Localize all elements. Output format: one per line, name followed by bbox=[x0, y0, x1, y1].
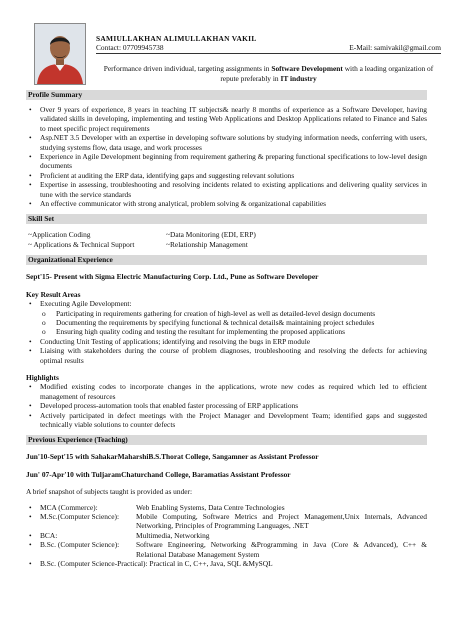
list-item: • Liaising with stakeholders during the course of problem diagnoses, troubleshooting and resolving the defects for achieving optimal results bbox=[26, 346, 427, 365]
candidate-name: SAMIULLAKHAN ALIMULLAKHAN VAKIL bbox=[96, 34, 257, 43]
skill-item: ~ Applications & Technical Support bbox=[28, 239, 135, 249]
list-item: • An effective communicator with strong analytical, problem solving & organizational capabilities bbox=[26, 199, 427, 208]
key-result-areas-list bbox=[26, 299, 427, 308]
key-result-areas-list-rest bbox=[26, 337, 427, 365]
skill-grid bbox=[28, 230, 427, 249]
profile-photo bbox=[34, 23, 86, 85]
subject-program: • BCA: bbox=[40, 530, 58, 540]
organizational-experience-heading: Organizational Experience bbox=[26, 255, 427, 265]
skill-item: ~Relationship Management bbox=[166, 239, 248, 249]
list-item bbox=[26, 503, 427, 512]
highlights-heading: Highlights bbox=[26, 372, 59, 382]
subjects-intro: A brief snapshot of subjects taught is provided as under: bbox=[26, 487, 193, 497]
list-item: • Developed process-automation tools that enabled faster processing of ERP applications bbox=[26, 401, 427, 410]
subject-topics: Web Enabling Systems, Data Centre Technologies bbox=[136, 502, 285, 512]
list-item bbox=[26, 540, 427, 559]
sub-list-item: o Documenting the requirements by specifying functional & technical details& maintaining project schedules bbox=[26, 318, 427, 327]
current-job-title: Sept'15- Present with Sigma Electric Manufacturing Corp. Ltd., Pune as Software Developer bbox=[26, 272, 319, 282]
objective-text-1: Performance driven individual, targeting assignments in bbox=[103, 64, 272, 73]
kra-item-label: Executing Agile Development: bbox=[40, 299, 132, 309]
person-portrait-icon bbox=[35, 24, 85, 84]
highlights-list bbox=[26, 382, 427, 429]
contact-email: E-Mail: samivakil@gmail.com bbox=[349, 43, 441, 52]
objective-emphasis-2: IT industry bbox=[280, 73, 317, 83]
key-result-areas-heading: Key Result Areas bbox=[26, 289, 81, 299]
subject-topics: Multimedia, Networking bbox=[136, 530, 210, 540]
list-item: • Actively participated in defect meetings with the Project Manager and Development Team; identified gaps and suggested technically viable solutions to counter defects bbox=[26, 411, 427, 430]
list-item: • Asp.NET 3.5 Developer with an expertise in developing software solutions by studying information needs, conferring with users, studying systems flow, data usage, and work processes bbox=[26, 133, 427, 152]
list-item: • Experience in Agile Development beginning from requirement gathering & preparing functional specifications to low-level design documents bbox=[26, 152, 427, 171]
list-item bbox=[26, 512, 427, 531]
subject-topics: Mobile Computing, Software Metrics and Project Management,Unix Internals, Advanced Networking, Principles of Programming Languages, .NET bbox=[136, 512, 427, 531]
teaching-job-2: Jun' 07-Apr'10 with TuljaramChaturchand College, Baramatias Assistant Professor bbox=[26, 469, 291, 479]
list-item: • Proficient at auditing the ERP data, identifying gaps and suggesting relevant solutions bbox=[26, 171, 427, 180]
skill-item: ~Application Coding bbox=[28, 230, 91, 240]
subjects-list bbox=[26, 503, 427, 569]
subject-topics: Software Engineering, Networking &Programming in Java (Core & Advanced), C++ & Relational Database Management System bbox=[136, 540, 427, 559]
sub-list-item: o Participating in requirements gathering for creation of high-level as well as detailed-level design documents bbox=[26, 309, 427, 318]
list-item bbox=[26, 531, 427, 540]
sub-list-item: o Ensuring high quality coding and testing the resultant for implementing the proposed applications bbox=[26, 327, 427, 336]
list-item bbox=[26, 299, 427, 308]
list-item: • Conducting Unit Testing of applications; identifying and resolving the bugs in ERP module bbox=[26, 337, 427, 346]
teaching-job-1: Jun'10-Sept'15 with SahakarMaharshiB.S.Thorat College, Sangamner as Assistant Professor bbox=[26, 452, 319, 462]
resume-header bbox=[26, 20, 441, 86]
subject-program: • B.Sc. (Computer Science): bbox=[40, 540, 120, 550]
objective-emphasis-1: Software Development bbox=[271, 64, 343, 73]
profile-summary-list bbox=[26, 105, 427, 208]
skill-item: ~Data Monitoring (EDI, ERP) bbox=[166, 230, 256, 240]
subject-program: • MCA (Commerce): bbox=[40, 502, 98, 512]
contact-phone: Contact: 07709945738 bbox=[96, 43, 164, 52]
contact-row bbox=[96, 43, 441, 54]
list-item: • Modified existing codes to incorporate changes in the applications, wrote new codes as required which led to efficient management of resources bbox=[26, 382, 427, 401]
list-item: • Over 9 years of experience, 8 years in teaching IT subjects& nearly 8 months of experience as a Software Developer, having validated skills in developing, implementing and testing Web Applications and Desktop Applications related to Finance and Sales to meet specific project requirements bbox=[26, 105, 427, 133]
skill-set-heading: Skill Set bbox=[26, 214, 427, 224]
objective-text-2: with a leading organization of repute preferably in bbox=[220, 64, 434, 83]
list-item: • Expertise in assessing, troubleshooting and resolving incidents related to existing applications and delivering quality services in tune with the service standards bbox=[26, 180, 427, 199]
career-objective bbox=[96, 64, 441, 83]
subject-program: • M.Sc.(Computer Science): bbox=[40, 512, 120, 521]
profile-summary-heading: Profile Summary bbox=[26, 90, 427, 100]
agile-sub-list bbox=[26, 309, 427, 337]
list-item: • B.Sc. (Computer Science-Practical): Practical in C, C++, Java, SQL &MySQL bbox=[26, 559, 427, 568]
teaching-experience-heading: Previous Experience (Teaching) bbox=[26, 435, 427, 445]
